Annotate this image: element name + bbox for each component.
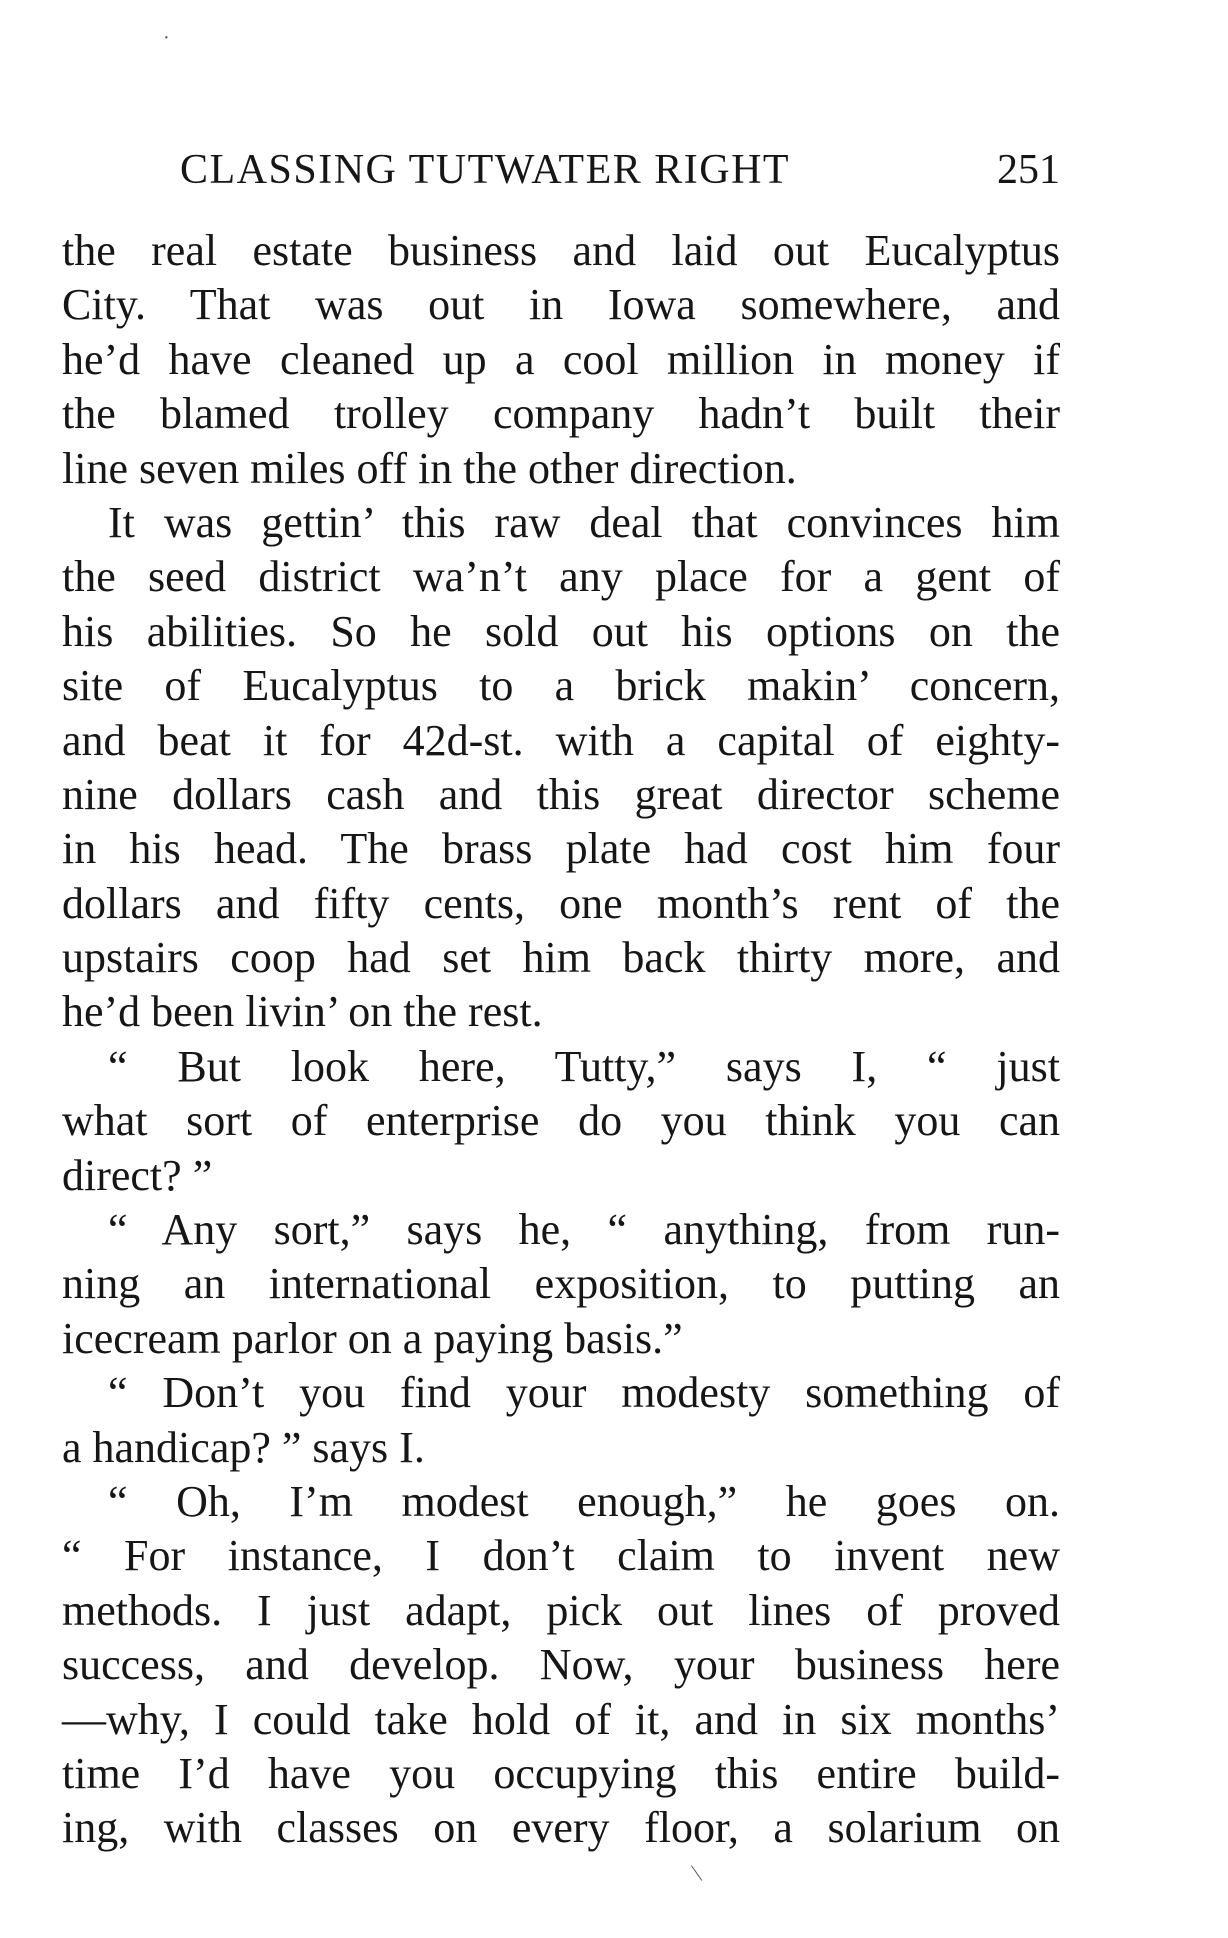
text-line: City. That was out in Iowa somewhere, and	[62, 280, 1060, 330]
text-line: the real estate business and laid out Eucalyptus	[62, 226, 1060, 275]
text-line: “ Any sort,” says he, “ anything, from run-	[108, 1205, 1060, 1255]
text-line: what sort of enterprise do you think you can	[62, 1096, 1060, 1146]
text-line: —why, I could take hold of it, and in six months’	[62, 1694, 1060, 1744]
text-line: “ For instance, I don’t claim to invent new	[62, 1531, 1060, 1581]
text-line: direct? ”	[62, 1150, 213, 1200]
running-title: CLASSING TUTWATER RIGHT	[180, 147, 791, 193]
text-line: and beat it for 42d-st. with a capital of eighty-	[62, 715, 1060, 765]
text-line: success, and develop. Now, your business here	[62, 1640, 1060, 1690]
text-line: time I’d have you occupying this entire build-	[62, 1748, 1060, 1798]
text-line: the blamed trolley company hadn’t built their	[62, 389, 1060, 439]
text-line: upstairs coop had set him back thirty more, and	[62, 933, 1060, 983]
text-line: “ Oh, I’m modest enough,” he goes on.	[108, 1476, 1060, 1526]
body-text	[62, 224, 1060, 1856]
text-line: It was gettin’ this raw deal that convinces him	[108, 497, 1060, 547]
text-line: “ Don’t you find your modesty something of	[108, 1368, 1060, 1418]
text-line: in his head. The brass plate had cost him four	[62, 824, 1060, 874]
text-line: methods. I just adapt, pick out lines of proved	[62, 1585, 1060, 1635]
paper-speck: ·	[163, 27, 170, 49]
text-line: line seven miles off in the other direction.	[62, 443, 797, 493]
text-line: dollars and fifty cents, one month’s rent of the	[62, 878, 1060, 928]
text-line: his abilities. So he sold out his options on the	[62, 606, 1060, 656]
text-line: he’d have cleaned up a cool million in money if	[62, 334, 1060, 384]
text-line: ing, with classes on every floor, a solarium on	[62, 1803, 1060, 1853]
text-line: he’d been livin’ on the rest.	[62, 987, 543, 1037]
text-line: icecream parlor on a paying basis.”	[62, 1313, 683, 1363]
text-line: nine dollars cash and this great director scheme	[62, 769, 1060, 819]
text-line: a handicap? ” says I.	[62, 1422, 425, 1472]
text-line: the seed district wa’n’t any place for a gent of	[62, 552, 1060, 602]
page-header	[180, 142, 1060, 202]
paper-speck: |	[688, 1861, 704, 1883]
text-line: site of Eucalyptus to a brick makin’ concern,	[62, 661, 1060, 711]
text-line: “ But look here, Tutty,” says I, “ just	[108, 1041, 1060, 1091]
page-number: 251	[997, 147, 1060, 193]
text-line: ning an international exposition, to putting an	[62, 1259, 1060, 1309]
